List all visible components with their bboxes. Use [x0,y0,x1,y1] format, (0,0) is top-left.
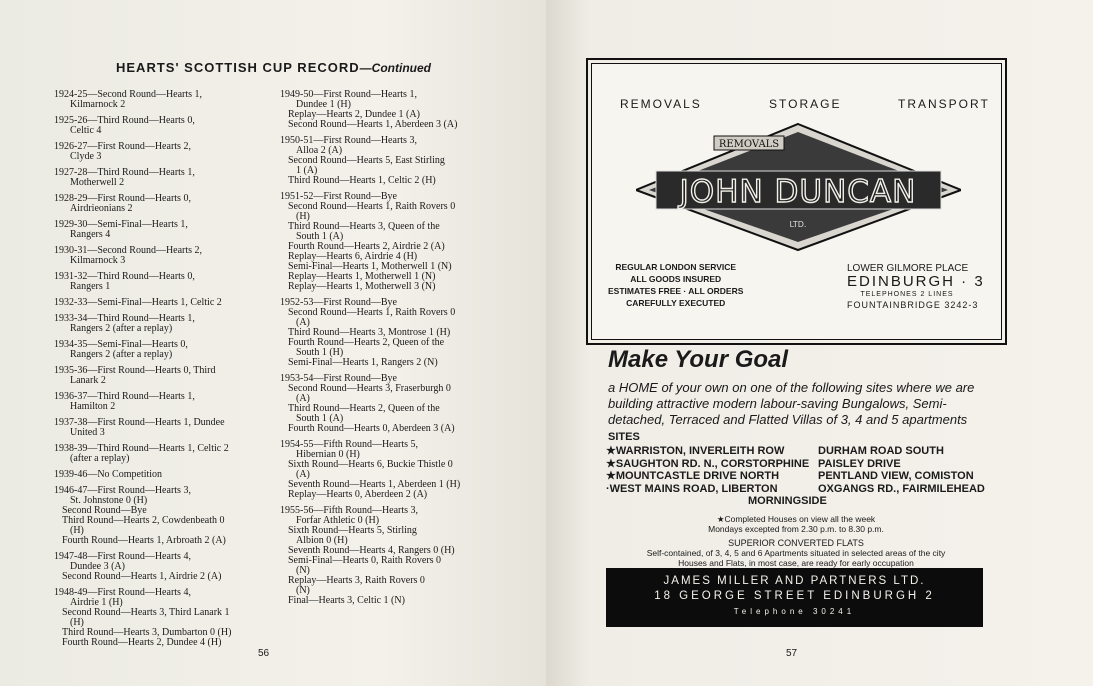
entry-line: Second Round—Hearts 1, Aberdeen 3 (A) [288,119,458,130]
cup-season-entry [280,374,490,434]
entry-line: Motherwell 2 [70,177,125,188]
entry-line: Sixth Round—Hearts 6, Buckie Thistle 0 [288,459,453,470]
logo-removals-text: REMOVALS [718,139,780,150]
entry-line: 1932-33—Semi-Final—Hearts 1, Celtic 2 [54,297,222,308]
entry-line: Kilmarnock 3 [70,255,126,266]
entry-line: Alloa 2 (A) [296,145,343,156]
flats-note-1: Self-contained, of 3, 4, 5 and 6 Apartments situated in selected areas of the city [646,548,946,558]
entry-line: Second Round—Hearts 3, Fraserburgh 0 [288,383,451,394]
ad-service-line: CAREFULLY EXECUTED [626,298,726,308]
left-page [0,0,546,686]
entry-line: 1930-31—Second Round—Hearts 2, [54,245,203,256]
ad-service-line: ALL GOODS INSURED [630,274,722,284]
cup-season-entry [54,470,266,480]
entry-line: Replay—Hearts 6, Airdrie 4 (H) [288,251,418,262]
page-number: 57 [786,648,798,659]
entry-line: 1950-51—First Round—Hearts 3, [280,135,417,146]
entry-line: 1939-46—No Competition [54,469,163,480]
entry-line: Airdrie 1 (H) [70,597,123,608]
cup-season-entry [54,298,266,308]
entry-line: Lanark 2 [70,375,106,386]
entry-line: Third Round—Hearts 2, Cowdenbeath 0 [62,515,225,526]
sites-heading: SITES [608,431,640,443]
ad-service-line: REGULAR LONDON SERVICE [615,262,737,272]
entry-line: Rangers 2 (after a replay) [70,349,173,360]
entry-line: Semi-Final—Hearts 0, Raith Rovers 0 [288,555,442,566]
entry-line: (A) [296,317,310,328]
entry-line: 1933-34—Third Round—Hearts 1, [54,313,195,324]
cup-season-entry [54,246,266,266]
entry-line: 1946-47—First Round—Hearts 3, [54,485,191,496]
record-column-1 [54,90,266,654]
site-item: ★WARRISTON, INVERLEITH ROW [606,445,785,457]
title-suffix: —Continued [359,61,431,75]
site-item: ·WEST MAINS ROAD, LIBERTON [606,482,778,495]
ad-service-line: ESTIMATES FREE · ALL ORDERS [608,286,744,296]
flats-heading: SUPERIOR CONVERTED FLATS [728,538,864,548]
site-item-centered: MORNINGSIDE [748,495,827,507]
cup-season-entry [54,194,266,214]
entry-line: 1947-48—First Round—Hearts 4, [54,551,191,562]
cup-season-entry [54,220,266,240]
logo-ltd-text: LTD. [789,220,807,229]
advert-frame [591,63,1002,340]
entry-line: Fourth Round—Hearts 2, Dundee 4 (H) [62,637,222,648]
cup-season-entry [54,588,266,648]
site-item: ★SAUGHTON RD. N., CORSTORPHINE [606,457,810,470]
site-item: OXGANGS RD., FAIRMILEHEAD [818,482,985,495]
entry-line: Second Round—Hearts 3, Third Lanark 1 [62,607,230,618]
intro-text: a HOME of your own on one of the following sites where we are building attractive modern labour-saving Bungalows, Semi-detached, Terraced and Flatted Villas of 3, 4 and 5 apartments [608,380,975,427]
cup-season-entry [54,272,266,292]
entry-line: Fourth Round—Hearts 1, Arbroath 2 (A) [62,535,226,546]
removals-advert [586,58,1007,345]
entry-line: Rangers 1 [70,281,111,292]
site-item: PENTLAND VIEW, COMISTON [818,470,974,483]
cup-season-entry [280,298,490,368]
entry-line: Fourth Round—Hearts 2, Airdrie 2 (A) [288,241,445,252]
cup-season-entry [280,192,490,292]
cup-season-entry [54,142,266,162]
entry-line: (H) [296,211,310,222]
entry-line: 1938-39—Third Round—Hearts 1, Celtic 2 [54,443,229,454]
site-item: DURHAM ROAD SOUTH [818,445,944,457]
entry-line: Seventh Round—Hearts 4, Rangers 0 (H) [288,545,455,556]
ad-header-storage: STORAGE [769,97,842,111]
entry-line: Second Round—Hearts 1, Raith Rovers 0 [288,201,456,212]
entry-line: 1931-32—Third Round—Hearts 0, [54,271,195,282]
entry-line: 1953-54—First Round—Bye [280,373,397,384]
entry-line: 1949-50—First Round—Hearts 1, [280,89,417,100]
cup-season-entry [54,116,266,136]
entry-line: 1952-53—First Round—Bye [280,297,397,308]
entry-line: Replay—Hearts 0, Aberdeen 2 (A) [288,489,428,500]
cup-season-entry [54,90,266,110]
entry-line: Kilmarnock 2 [70,99,126,110]
cup-season-entry [280,136,490,186]
entry-line: 1935-36—First Round—Hearts 0, Third [54,365,216,376]
entry-line: South 1 (H) [296,347,344,358]
entry-line: 1955-56—Fifth Round—Hearts 3, [280,505,419,516]
entry-line: Clyde 3 [70,151,102,162]
cup-season-entry [280,506,490,606]
headline: Make Your Goal [608,346,789,373]
entry-line: 1 (A) [296,165,318,176]
cup-season-entry [54,418,266,438]
cup-season-entry [54,168,266,188]
entry-line: Second Round—Hearts 1, Airdrie 2 (A) [62,571,222,582]
entry-line: (A) [296,469,310,480]
entry-line: Replay—Hearts 1, Motherwell 1 (N) [288,271,436,282]
sites-list-left [606,445,809,495]
entry-line: Fourth Round—Hearts 0, Aberdeen 3 (A) [288,423,455,434]
entry-line: Fourth Round—Hearts 2, Queen of the [288,337,445,348]
cup-season-entry [54,392,266,412]
ad-header-transport: TRANSPORT [898,97,990,111]
builder-banner [606,568,983,627]
cup-season-entry [54,366,266,386]
entry-line: 1929-30—Semi-Final—Hearts 1, [54,219,188,230]
sites-list-right [818,445,985,495]
entry-line: Second Round—Hearts 5, East Stirling [288,155,445,166]
builder-name: JAMES MILLER AND PARTNERS LTD. [663,575,926,587]
entry-line: Replay—Hearts 3, Raith Rovers 0 [288,575,425,586]
cup-season-entry [54,486,266,546]
entry-line: St. Johnstone 0 (H) [70,495,148,506]
cup-season-entry [54,314,266,334]
page-title [116,60,431,75]
entry-line: Dundee 3 (A) [70,561,125,572]
entry-line: Rangers 4 [70,229,111,240]
entry-line: Third Round—Hearts 3, Queen of the [288,221,440,232]
cup-season-entry [54,552,266,582]
entry-line: (H) [70,617,84,628]
title-text: HEARTS' SCOTTISH CUP RECORD [116,60,360,75]
ad-street: LOWER GILMORE PLACE [847,263,969,274]
ad-city: EDINBURGH · 3 [847,273,985,290]
john-duncan-logo [636,122,961,252]
entry-line: Semi-Final—Hearts 1, Rangers 2 (N) [288,357,438,368]
entry-line: Final—Hearts 3, Celtic 1 (N) [288,595,405,606]
entry-line: (H) [70,525,84,536]
entry-line: 1926-27—First Round—Hearts 2, [54,141,191,152]
entry-line: Seventh Round—Hearts 1, Aberdeen 1 (H) [288,479,461,490]
entry-line: (N) [296,565,310,576]
completed-note-1: ★Completed Houses on view all the week [716,514,876,524]
entry-line: Replay—Hearts 2, Dundee 1 (A) [288,109,420,120]
entry-line: 1936-37—Third Round—Hearts 1, [54,391,195,402]
ad-service-notes [608,261,743,309]
entry-line: Third Round—Hearts 2, Queen of the [288,403,440,414]
entry-line: 1937-38—First Round—Hearts 1, Dundee [54,417,225,428]
entry-line: 1951-52—First Round—Bye [280,191,397,202]
entry-line: (after a replay) [70,453,130,464]
site-item: PAISLEY DRIVE [818,457,901,470]
builder-address: 18 GEORGE STREET EDINBURGH 2 [654,590,935,602]
entry-line: Third Round—Hearts 1, Celtic 2 (H) [288,175,436,186]
entry-line: Forfar Athletic 0 (H) [296,515,380,526]
entry-line: Hamilton 2 [70,401,116,412]
entry-line: Dundee 1 (H) [296,99,351,110]
entry-line: 1928-29—First Round—Hearts 0, [54,193,191,204]
logo-name-text: JOHN DUNCAN [679,174,917,210]
entry-line: Third Round—Hearts 3, Dumbarton 0 (H) [62,627,232,638]
entry-line: 1948-49—First Round—Hearts 4, [54,587,191,598]
entry-line: Third Round—Hearts 3, Montrose 1 (H) [288,327,451,338]
entry-line: Semi-Final—Hearts 1, Motherwell 1 (N) [288,261,452,272]
entry-line: United 3 [70,427,105,438]
ad-phone-number: FOUNTAINBRIDGE 3242-3 [847,300,979,310]
builder-phone: Telephone 30241 [733,607,856,616]
entry-line: (A) [296,393,310,404]
entry-line: Replay—Hearts 1, Motherwell 3 (N) [288,281,436,292]
entry-line: Second Round—Hearts 1, Raith Rovers 0 [288,307,456,318]
entry-line: South 1 (A) [296,413,344,424]
entry-line: Hibernian 0 (H) [296,449,360,460]
page-number: 56 [258,648,270,659]
entry-line: 1934-35—Semi-Final—Hearts 0, [54,339,188,350]
right-page [546,0,1093,686]
entry-line: 1927-28—Third Round—Hearts 1, [54,167,195,178]
cup-season-entry [54,340,266,360]
ad-address [847,263,985,311]
entry-line: 1924-25—Second Round—Hearts 1, [54,89,203,100]
cup-season-entry [280,90,490,130]
entry-line: Celtic 4 [70,125,102,136]
flats-note-2: Houses and Flats, in most case, are ready for early occupation [678,558,914,568]
site-item: ★MOUNTCASTLE DRIVE NORTH [606,470,780,483]
entry-line: Airdrieonians 2 [70,203,133,214]
entry-line: Rangers 2 (after a replay) [70,323,173,334]
entry-line: South 1 (A) [296,231,344,242]
entry-line: 1925-26—Third Round—Hearts 0, [54,115,195,126]
cup-season-entry [280,440,490,500]
record-column-2 [280,90,490,612]
entry-line: Second Round—Bye [62,505,147,516]
entry-line: 1954-55—Fifth Round—Hearts 5, [280,439,419,450]
completed-note-2: Mondays excepted from 2.30 p.m. to 8.30 p.m. [708,524,884,534]
entry-line: Sixth Round—Hearts 5, Stirling [288,525,417,536]
entry-line: Albion 0 (H) [296,535,348,546]
cup-season-entry [54,444,266,464]
ad-header-removals: REMOVALS [620,97,702,111]
ad-phone-lines: TELEPHONES 2 LINES [860,291,954,298]
entry-line: (N) [296,585,310,596]
